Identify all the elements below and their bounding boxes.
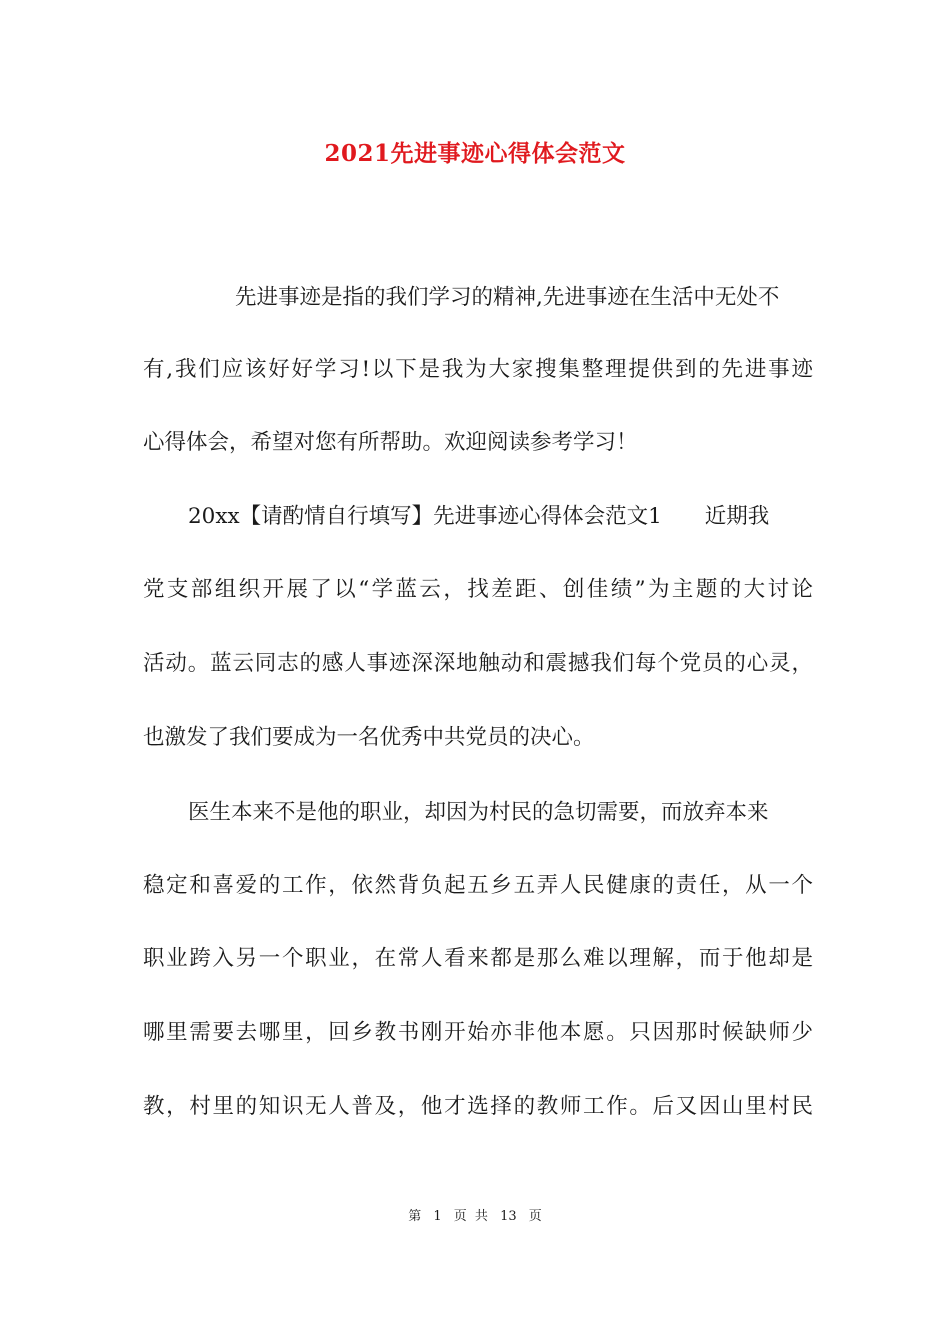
current-page-number: 1 (433, 1209, 442, 1224)
paragraph-line: 职业跨入另一个职业，在常人看来都是那么难以理解，而于他却是 (143, 946, 813, 971)
paragraph-line: 有,我们应该好好学习!以下是我为大家搜集整理提供到的先进事迹 (143, 357, 813, 382)
page-label-suffix: 页 (528, 1209, 542, 1224)
page-label-prefix: 第 (408, 1209, 422, 1224)
paragraph-line: 党支部组织开展了以“学蓝云，找差距、创佳绩”为主题的大讨论 (143, 577, 813, 602)
paragraph-line: 20xx【请酌情自行填写】先进事迹心得体会范文1 近期我 (188, 504, 770, 529)
paragraph-line: 心得体会，希望对您有所帮助。欢迎阅读参考学习！ (143, 430, 638, 455)
paragraph-line: 教，村里的知识无人普及，他才选择的教师工作。后又因山里村民 (143, 1094, 813, 1119)
document-title: 2021先进事迹心得体会范文 (324, 140, 626, 167)
paragraph-line: 先进事迹是指的我们学习的精神,先进事迹在生活中无处不 (235, 285, 780, 310)
paragraph-line: 哪里需要去哪里，回乡教书刚开始亦非他本愿。只因那时候缺师少 (143, 1020, 813, 1045)
paragraph-line: 也激发了我们要成为一名优秀中共党员的决心。 (143, 725, 595, 750)
total-pages-number: 13 (500, 1209, 517, 1224)
page-footer (0, 1206, 950, 1228)
page-label-mid: 页 共 (453, 1209, 488, 1224)
paragraph-line: 稳定和喜爱的工作，依然背负起五乡五弄人民健康的责任，从一个 (143, 873, 813, 898)
paragraph-line: 医生本来不是他的职业，却因为村民的急切需要，而放弃本来 (188, 800, 769, 825)
paragraph-line: 活动。蓝云同志的感人事迹深深地触动和震撼我们每个党员的心灵， (143, 651, 813, 676)
